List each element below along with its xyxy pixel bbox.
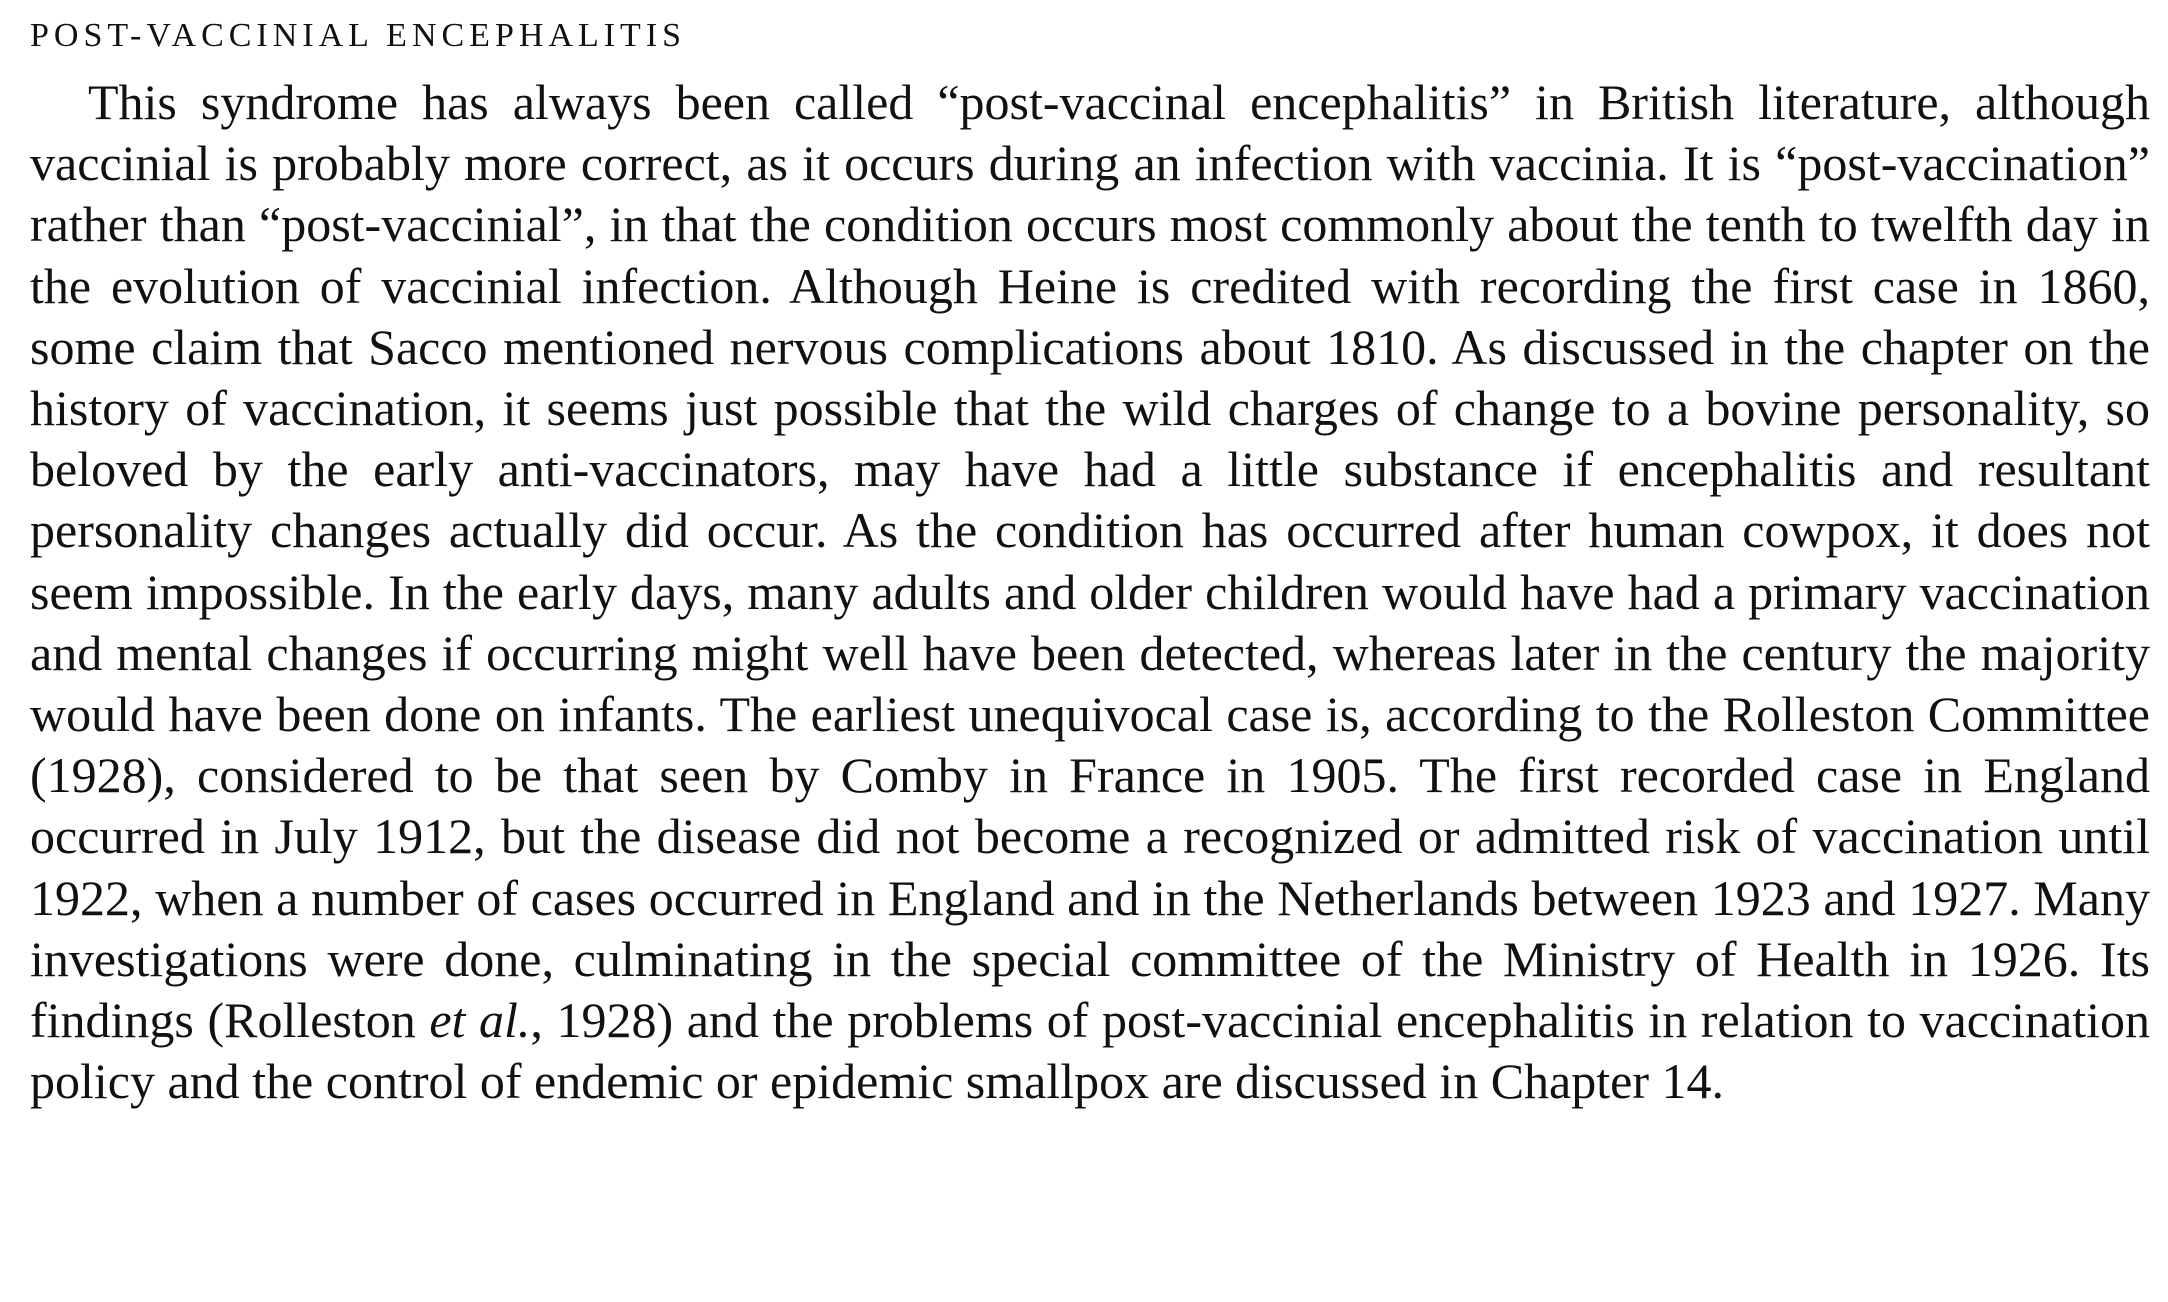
- document-page: [30, 14, 2150, 1112]
- section-heading: POST-VACCINIAL ENCEPHALITIS: [30, 17, 687, 54]
- paragraph-text-main: This syndrome has always been called “post-vaccinal encephalitis” in British literature, although vaccinial is probably more correct, as it occurs during an infection with vaccinia. It is “post-vaccination” rather than “post-vaccinial”, in that the condition occurs most commonly about the tenth to twelfth day in the evolution of vaccinial infection. Although Heine is credited with recording the first case in 1860, some claim that Sacco mentioned nervous complications about 1810. As discussed in the chapter on the history of vaccination, it seems just possible that the wild charges of change to a bovine personality, so beloved by the early anti-vaccinators, may have had a little substance if encephalitis and resultant personality changes actually did occur. As the condition has occurred after human cowpox, it does not seem impossible. In the early days, many adults and older children would have had a primary vaccination and mental changes if occurring might well have been detected, whereas later in the century the majority would have been done on infants. The earliest unequivocal case is, according to the Rolleston Committee (1928), considered to be that seen by Comby in France in 1905. The first recorded case in England occurred in July 1912, but the disease did not become a recognized or admitted risk of vaccination until 1922, when a number of cases occurred in England and in the Netherlands between 1923 and 1927. Many investigations were done, culminating in the special committee of the Ministry of Health in 1926. Its findings (Rolleston: [30, 74, 2150, 1049]
- paragraph-text-end: , 1928) and the problems of post-vaccinial encephalitis in relation to vaccination policy and the control of endemic or epidemic smallpox are discussed in Chapter 14.: [30, 992, 2150, 1110]
- body-paragraph: [30, 72, 2150, 1112]
- citation-italic: et al.: [429, 992, 531, 1049]
